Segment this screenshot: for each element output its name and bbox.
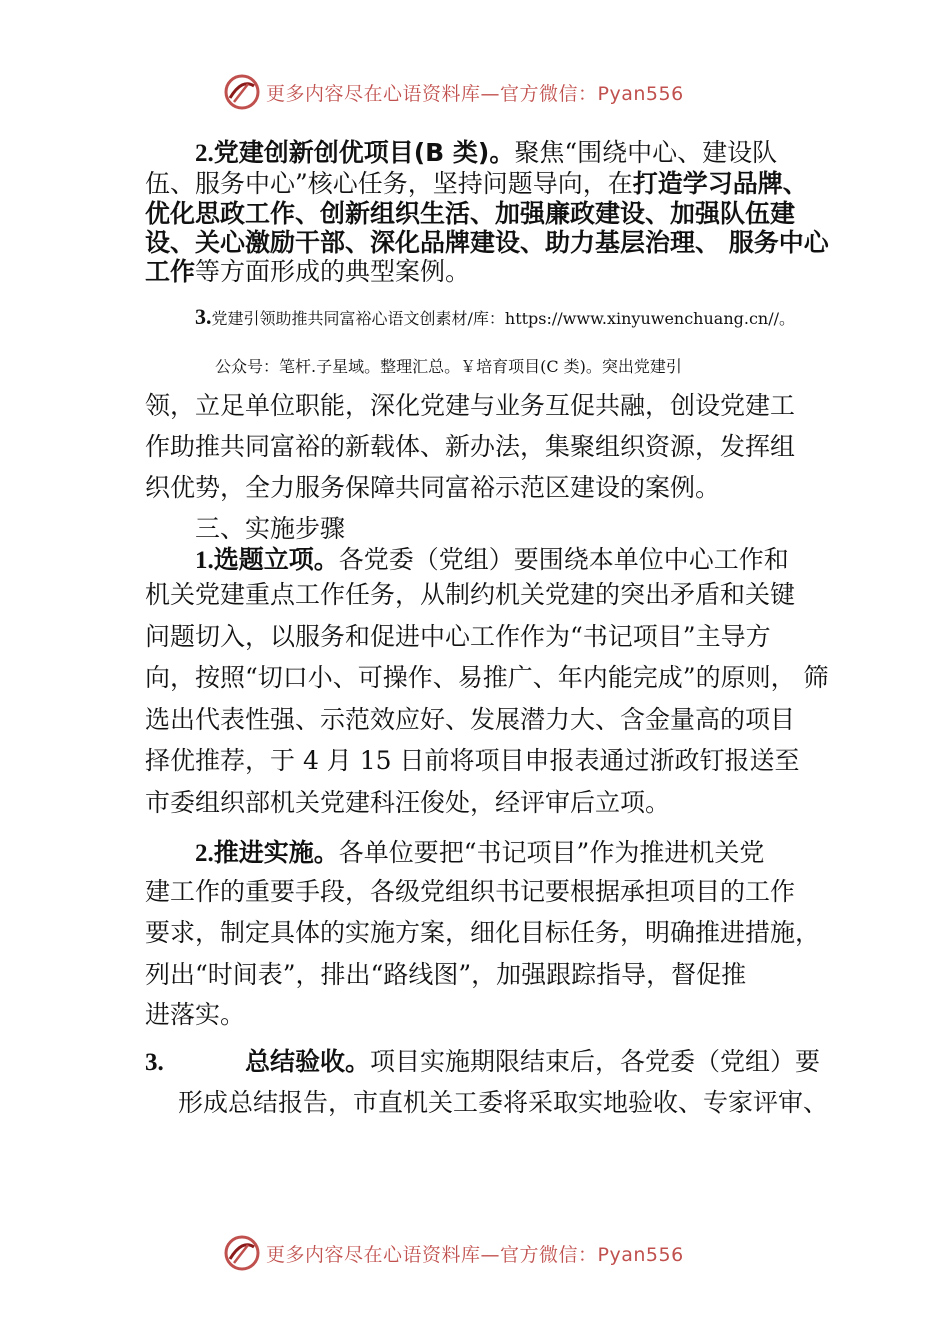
para-b-line2: 伍、服务中心”核心任务，坚持问题导向，在打造学习品牌、 bbox=[145, 169, 808, 198]
step2-line5: 进落实。 bbox=[145, 1000, 246, 1029]
logo-icon bbox=[222, 72, 262, 112]
step1-line1: 1.选题立项。各党委（党组）要围绕本单位中心工作和 bbox=[195, 545, 789, 574]
header-banner bbox=[222, 72, 684, 112]
banner-text: 更多内容尽在心语资料库—官方微信：Pyan556 bbox=[266, 1243, 684, 1266]
para-c-line2: 作助推共同富裕的新载体、新办法，集聚组织资源，发挥组 bbox=[145, 432, 796, 461]
para-c-line3: 织优势，全力服务保障共同富裕示范区建设的案例。 bbox=[145, 473, 721, 502]
step1-line7: 市委组织部机关党建科汪俊处，经评审后立项。 bbox=[145, 788, 671, 817]
step2-line2: 建工作的重要手段，各级党组织书记要根据承担项目的工作 bbox=[145, 877, 796, 906]
step1-line3: 问题切入，以服务和促进中心工作作为“书记项目”主导方 bbox=[145, 622, 771, 651]
para-b-line3: 优化思政工作、创新组织生活、加强廉政建设、加强队伍建 bbox=[145, 199, 796, 228]
para-b-line5: 工作等方面形成的典型案例。 bbox=[145, 257, 471, 286]
banner-text: 更多内容尽在心语资料库—官方微信：Pyan556 bbox=[266, 82, 684, 105]
step3-line1: 3. 总结验收。项目实施期限结束后，各党委（党组）要 bbox=[145, 1047, 821, 1076]
step1-line4: 向，按照“切口小、可操作、易推广、年内能完成”的原则， 筛 bbox=[145, 663, 829, 692]
step1-line2: 机关党建重点工作任务，从制约机关党建的突出矛盾和关键 bbox=[145, 580, 796, 609]
para-c-line-small2: 公众号：笔杆.子星域。整理汇总。￥培育项目(C 类)。突出党建引 bbox=[215, 357, 682, 376]
step1-line5: 选出代表性强、示范效应好、发展潜力大、含金量高的项目 bbox=[145, 705, 796, 734]
logo-icon bbox=[222, 1233, 262, 1273]
step3-line2: 形成总结报告，市直机关工委将采取实地验收、专家评审、 bbox=[178, 1088, 829, 1117]
step1-line6: 择优推荐，于 4 月 15 日前将项目申报表通过浙政钉报送至 bbox=[145, 746, 800, 775]
step2-line3: 要求，制定具体的实施方案，细化目标任务，明确推进措施， bbox=[145, 918, 821, 947]
step2-line4: 列出“时间表”，排出“路线图”，加强跟踪指导，督促推 bbox=[145, 960, 747, 989]
para-b-line1: 2.党建创新创优项目(B 类)。聚焦“围绕中心、建设队 bbox=[195, 138, 778, 167]
para-c-line-small1: 3.党建引领助推共同富裕心语文创素材/库：https://www.xinyuwenchuang.cn//。 bbox=[195, 304, 796, 329]
para-c-line1: 领，立足单位职能，深化党建与业务互促共融，创设党建工 bbox=[145, 391, 796, 420]
para-b-line4: 设、关心激励干部、深化品牌建设、助力基层治理、 服务中心 bbox=[145, 228, 829, 257]
footer-banner bbox=[222, 1233, 684, 1273]
section-heading: 三、实施步骤 bbox=[195, 514, 346, 543]
step2-line1: 2.推进实施。各单位要把“书记项目”作为推进机关党 bbox=[195, 838, 765, 867]
